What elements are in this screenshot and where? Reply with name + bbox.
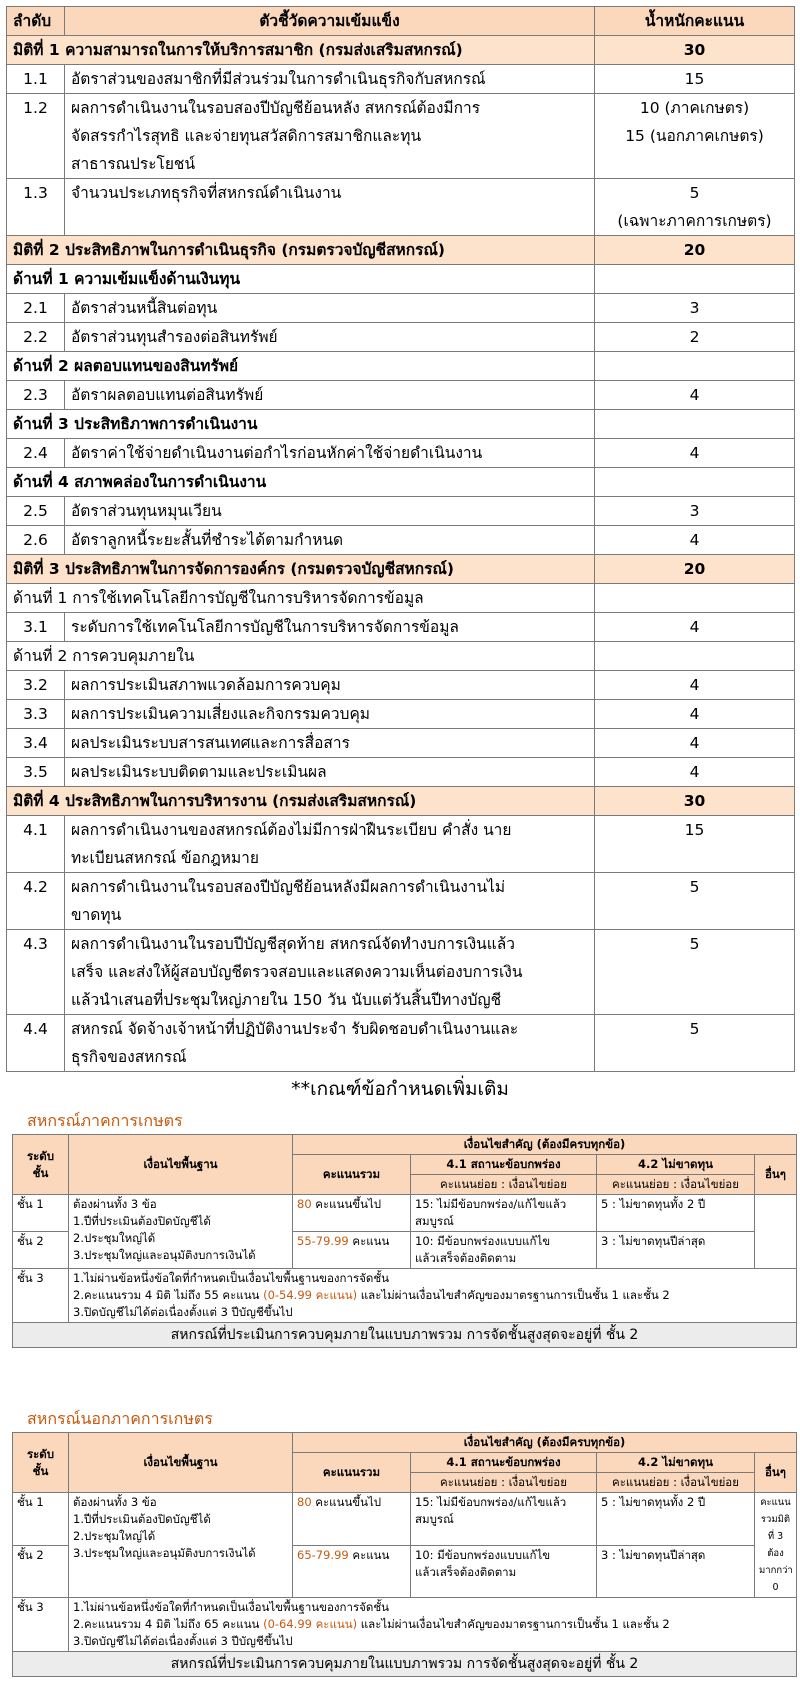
criteria-title: **เกณฑ์ข้อกำหนดเพิ่มเติม [291,1078,509,1100]
basic-condition-header: เงื่อนไขพื้นฐาน [69,1433,293,1493]
defect-status-header: 4.1 สถานะข้อบกพร่อง [411,1453,597,1473]
condition-text: และไม่ผ่านเงื่อนไขสำคัญของมาตรฐานการเป็นชั้น 1 และชั้น 2 [360,1617,670,1631]
row-weight: 5 [595,930,795,1015]
row-weight: 4 [595,381,795,410]
criteria-footer-note: สหกรณ์ที่ประเมินการควบคุมภายในแบบภาพรวม การจัดชั้นสูงสุดจะอยู่ที่ ชั้น 2 [13,1652,797,1677]
total-score-cell [293,1493,411,1546]
empty-cell [595,410,795,439]
table-header-row [7,7,795,36]
total-score-cell [293,1195,411,1232]
level3-condition-line: 1.ไม่ผ่านข้อหนึ่งข้อใดที่กำหนดเป็นเงื่อนไขพื้นฐานของการจัดชั้น [73,1600,389,1614]
level-header-line: ชั้น [32,1463,49,1478]
indicator-header: ตัวชี้วัดความเข้มแข็ง [65,7,595,36]
table-row [7,873,795,930]
row-weight: 5 [595,873,795,930]
other-note-line: รวมมิติ [760,1514,791,1525]
row-text: ระดับการใช้เทคโนโลยีการบัญชีในการบริหารจัดการข้อมูล [65,613,595,642]
basic-condition-line: 3.ประชุมใหญ่และอนุมัติงบการเงินได้ [73,1546,256,1560]
no-loss-cell: 5 : ไม่ขาดทุนทั้ง 2 ปี [597,1493,755,1546]
row-weight: 4 [595,729,795,758]
table-row [7,816,795,873]
order-header: ลำดับ [7,7,65,36]
row-number: 1.3 [7,179,65,236]
table-row [7,930,795,1015]
criteria-header-row [13,1433,797,1453]
condition-range: (0-64.99 คะแนน) [263,1617,358,1631]
row-text-line: ผลการดำเนินงานของสหกรณ์ต้องไม่มีการฝ่าฝืนระเบียบ คำสั่ง นาย [71,821,512,839]
defect-line: 15: ไม่มีข้อบกพร่อง/แก้ไขแล้ว [415,1495,567,1509]
row-text-line: สาธารณประโยชน์ [71,155,196,173]
aspect-row [7,584,795,613]
row-number: 1.2 [7,94,65,179]
row-number: 2.3 [7,381,65,410]
table-row [7,700,795,729]
level-cell: ชั้น 1 [13,1493,69,1546]
criteria-row [13,1598,797,1652]
nonagri-coop-title: สหกรณ์นอกภาคการเกษตร [27,1409,213,1428]
criteria-header-row [13,1135,797,1155]
defect-cell [411,1545,597,1598]
row-text: จำนวนประเภทธุรกิจที่สหกรณ์ดำเนินงาน [65,179,595,236]
row-weight: 3 [595,497,795,526]
dimension-row [7,555,795,584]
defect-line: แล้วเสร็จต้องติดตาม [415,1251,517,1265]
row-number: 1.1 [7,65,65,94]
aspect-title: ด้านที่ 2 การควบคุมภายใน [7,642,595,671]
row-weight-line: 5 [689,184,700,202]
other-note-line: คะแนน [760,1497,791,1508]
no-loss-header: 4.2 ไม่ขาดทุน [597,1453,755,1473]
score-value: 80 [297,1495,312,1509]
no-loss-cell: 3 : ไม่ขาดทุนปีล่าสุด [597,1232,755,1269]
row-number: 2.1 [7,294,65,323]
defect-cell [411,1195,597,1232]
row-weight: 4 [595,700,795,729]
condition-text: และไม่ผ่านเงื่อนไขสำคัญของมาตรฐานการเป็นชั้น 1 และชั้น 2 [360,1288,670,1302]
subscore-header: คะแนนย่อย : เงื่อนไขย่อย [597,1473,755,1493]
agri-criteria-table [12,1134,797,1348]
other-header: อื่นๆ [755,1155,797,1195]
table-row [7,758,795,787]
other-header: อื่นๆ [755,1453,797,1493]
row-text: อัตราส่วนทุนสำรองต่อสินทรัพย์ [65,323,595,352]
table-row [7,1015,795,1072]
table-row [7,65,795,94]
row-text-line: ผลการดำเนินงานในรอบปีบัญชีสุดท้าย สหกรณ์จัดทำงบการเงินแล้ว [71,935,515,953]
row-text: อัตราส่วนหนี้สินต่อทุน [65,294,595,323]
level3-condition-cell [69,1598,797,1652]
row-text: ผลการประเมินสภาพแวดล้อมการควบคุม [65,671,595,700]
total-score-cell [293,1545,411,1598]
table-row [7,439,795,468]
dimension-title: มิติที่ 2 ประสิทธิภาพในการดำเนินธุรกิจ (กรมตรวจบัญชีสหกรณ์) [7,236,595,265]
level3-condition-line [73,1616,792,1633]
defect-status-header: 4.1 สถานะข้อบกพร่อง [411,1155,597,1175]
condition-range: (0-54.99 คะแนน) [263,1288,358,1302]
table-row [7,729,795,758]
row-number: 2.4 [7,439,65,468]
row-text-line: ขาดทุน [71,906,122,924]
row-number: 2.2 [7,323,65,352]
dimension-weight: 20 [595,236,795,265]
key-condition-header: เงื่อนไขสำคัญ (ต้องมีครบทุกข้อ) [293,1433,797,1453]
level3-condition-line: 3.ปิดบัญชีไม่ได้ต่อเนื่องตั้งแต่ 3 ปีบัญชีขึ้นไป [73,1634,293,1648]
criteria-footer-row [13,1323,797,1348]
row-number: 3.3 [7,700,65,729]
aspect-title: ด้านที่ 1 การใช้เทคโนโลยีการบัญชีในการบริหารจัดการข้อมูล [7,584,595,613]
level3-condition-line: 1.ไม่ผ่านข้อหนึ่งข้อใดที่กำหนดเป็นเงื่อนไขพื้นฐานของการจัดชั้น [73,1271,389,1285]
aspect-title: ด้านที่ 2 ผลตอบแทนของสินทรัพย์ [7,352,595,381]
score-text: คะแนน [352,1234,390,1248]
row-weight: 4 [595,526,795,555]
defect-line: 15: ไม่มีข้อบกพร่อง/แก้ไขแล้ว [415,1197,567,1211]
dimension-row [7,787,795,816]
row-number: 4.4 [7,1015,65,1072]
table-row [7,179,795,236]
other-note-line: 0 [772,1582,779,1593]
dimension-weight: 20 [595,555,795,584]
row-text: อัตราค่าใช้จ่ายดำเนินงานต่อกำไรก่อนหักค่าใช้จ่ายดำเนินงาน [65,439,595,468]
table-row [7,381,795,410]
strength-indicator-table [6,6,795,1072]
score-value: 65-79.99 [297,1547,349,1562]
row-number: 4.1 [7,816,65,873]
level-cell: ชั้น 2 [13,1545,69,1598]
level-header [13,1135,69,1195]
defect-line: 10: มีข้อบกพร่องแบบแก้ไข [415,1547,551,1562]
dimension-row [7,236,795,265]
total-score-cell [293,1232,411,1269]
table-row [7,323,795,352]
row-number: 2.5 [7,497,65,526]
row-weight-line: 15 (นอกภาคเกษตร) [625,127,764,145]
table-row [7,94,795,179]
row-number: 2.6 [7,526,65,555]
row-text-line: สหกรณ์ จัดจ้างเจ้าหน้าที่ปฏิบัติงานประจำ รับผิดชอบดำเนินงานและ [71,1020,519,1038]
basic-condition-line: 1.ปีที่ประเมินต้องปิดบัญชีได้ [73,1214,211,1228]
row-text: อัตราลูกหนี้ระยะสั้นที่ชำระได้ตามกำหนด [65,526,595,555]
aspect-title: ด้านที่ 4 สภาพคล่องในการดำเนินงาน [7,468,595,497]
other-cell [755,1493,797,1598]
subscore-header: คะแนนย่อย : เงื่อนไขย่อย [411,1473,597,1493]
criteria-footer-note: สหกรณ์ที่ประเมินการควบคุมภายในแบบภาพรวม การจัดชั้นสูงสุดจะอยู่ที่ ชั้น 2 [13,1323,797,1348]
row-text: อัตราส่วนของสมาชิกที่มีส่วนร่วมในการดำเนินธุรกิจกับสหกรณ์ [65,65,595,94]
row-number: 3.1 [7,613,65,642]
basic-condition-cell [69,1195,293,1269]
level-cell: ชั้น 1 [13,1195,69,1232]
row-text: ผลประเมินระบบสารสนเทศและการสื่อสาร [65,729,595,758]
score-text: คะแนนขึ้นไป [315,1197,382,1211]
level-cell: ชั้น 2 [13,1232,69,1269]
row-weight [595,94,795,179]
defect-cell [411,1493,597,1546]
row-number: 4.3 [7,930,65,1015]
condition-text: 2.คะแนนรวม 4 มิติ ไม่ถึง 55 คะแนน [73,1288,260,1302]
row-text-line: แล้วนำเสนอที่ประชุมใหญ่ภายใน 150 วัน นับแต่วันสิ้นปีทางบัญชี [71,991,502,1009]
defect-line: สมบูรณ์ [415,1512,454,1526]
defect-line: สมบูรณ์ [415,1214,454,1228]
level-cell: ชั้น 3 [13,1269,69,1323]
score-text: คะแนน [352,1547,390,1562]
level-header-line: ระดับ [26,1446,55,1461]
other-note-line: ต้อง [767,1548,784,1559]
level-header-line: ระดับ [26,1148,55,1163]
no-loss-header: 4.2 ไม่ขาดทุน [597,1155,755,1175]
dimension-weight: 30 [595,36,795,65]
aspect-row [7,410,795,439]
score-text: คะแนนขึ้นไป [315,1495,382,1509]
row-number: 3.5 [7,758,65,787]
dimension-row [7,36,795,65]
dimension-title: มิติที่ 3 ประสิทธิภาพในการจัดการองค์กร (กรมตรวจบัญชีสหกรณ์) [7,555,595,584]
subscore-header: คะแนนย่อย : เงื่อนไขย่อย [597,1175,755,1195]
row-weight: 2 [595,323,795,352]
aspect-row [7,352,795,381]
row-number: 3.4 [7,729,65,758]
row-text [65,873,595,930]
aspect-row [7,265,795,294]
row-text: ผลประเมินระบบติดตามและประเมินผล [65,758,595,787]
row-text-line: เสร็จ และส่งให้ผู้สอบบัญชีตรวจสอบและแสดงความเห็นต่องบการเงิน [71,963,523,981]
row-weight: 15 [595,65,795,94]
criteria-row [13,1195,797,1232]
row-weight [595,179,795,236]
defect-line: 10: มีข้อบกพร่องแบบแก้ไข [415,1234,551,1248]
row-text [65,930,595,1015]
dimension-title: มิติที่ 4 ประสิทธิภาพในการบริหารงาน (กรมส่งเสริมสหกรณ์) [7,787,595,816]
basic-condition-cell [69,1493,293,1598]
basic-condition-line: 2.ประชุมใหญ่ได้ [73,1231,156,1245]
criteria-row [13,1493,797,1546]
table-row [7,294,795,323]
row-number: 3.2 [7,671,65,700]
row-text [65,816,595,873]
row-weight: 4 [595,671,795,700]
no-loss-cell: 5 : ไม่ขาดทุนทั้ง 2 ปี [597,1195,755,1232]
total-score-header: คะแนนรวม [293,1155,411,1195]
criteria-row [13,1269,797,1323]
score-value: 80 [297,1197,312,1211]
row-number: 4.2 [7,873,65,930]
score-value: 55-79.99 [297,1234,349,1248]
aspect-row [7,468,795,497]
other-note-line: มากกว่า [759,1565,793,1576]
row-text-line: ผลการดำเนินงานในรอบสองปีบัญชีย้อนหลังมีผลการดำเนินงานไม่ [71,878,506,896]
aspect-row [7,642,795,671]
level-cell: ชั้น 3 [13,1598,69,1652]
total-score-header: คะแนนรวม [293,1453,411,1493]
other-note-line: ที่ 3 [767,1531,784,1542]
row-weight-line: (เฉพาะภาคการเกษตร) [617,212,772,230]
agri-coop-title: สหกรณ์ภาคการเกษตร [27,1111,183,1130]
key-condition-header: เงื่อนไขสำคัญ (ต้องมีครบทุกข้อ) [293,1135,797,1155]
row-text [65,94,595,179]
row-weight: 15 [595,816,795,873]
basic-condition-line: 1.ปีที่ประเมินต้องปิดบัญชีได้ [73,1512,211,1526]
empty-cell [595,468,795,497]
basic-condition-line: 3.ประชุมใหญ่และอนุมัติงบการเงินได้ [73,1248,256,1262]
dimension-weight: 30 [595,787,795,816]
empty-cell [595,352,795,381]
row-text-line: ผลการดำเนินงานในรอบสองปีบัญชีย้อนหลัง สหกรณ์ต้องมีการ [71,99,481,117]
row-text: อัตราส่วนทุนหมุนเวียน [65,497,595,526]
level3-condition-line: 3.ปิดบัญชีไม่ได้ต่อเนื่องตั้งแต่ 3 ปีบัญชีขึ้นไป [73,1305,293,1319]
basic-condition-line: ต้องผ่านทั้ง 3 ข้อ [73,1495,157,1509]
empty-cell [595,265,795,294]
basic-condition-line: ต้องผ่านทั้ง 3 ข้อ [73,1197,157,1211]
subscore-header: คะแนนย่อย : เงื่อนไขย่อย [411,1175,597,1195]
other-cell [755,1195,797,1269]
table-row [7,671,795,700]
defect-line: แล้วเสร็จต้องติดตาม [415,1564,517,1579]
row-text: ผลการประเมินความเสี่ยงและกิจกรรมควบคุม [65,700,595,729]
row-weight: 4 [595,613,795,642]
criteria-footer-row [13,1652,797,1677]
row-text [65,1015,595,1072]
row-text-line: จัดสรรกำไรสุทธิ และจ่ายทุนสวัสดิการสมาชิกและทุน [71,127,422,145]
empty-cell [595,584,795,613]
defect-cell [411,1232,597,1269]
row-text-line: ทะเบียนสหกรณ์ ข้อกฎหมาย [71,849,259,867]
row-weight: 4 [595,439,795,468]
row-weight: 4 [595,758,795,787]
row-weight: 3 [595,294,795,323]
weight-header: น้ำหนักคะแนน [595,7,795,36]
table-row [7,497,795,526]
basic-condition-line: 2.ประชุมใหญ่ได้ [73,1529,156,1543]
row-weight-line: 10 (ภาคเกษตร) [639,99,750,117]
row-weight: 5 [595,1015,795,1072]
nonagri-criteria-table [12,1432,797,1677]
basic-condition-header: เงื่อนไขพื้นฐาน [69,1135,293,1195]
level-header [13,1433,69,1493]
level3-condition-line [73,1287,792,1304]
empty-cell [595,642,795,671]
dimension-title: มิติที่ 1 ความสามารถในการให้บริการสมาชิก (กรมส่งเสริมสหกรณ์) [7,36,595,65]
table-row [7,526,795,555]
level-header-line: ชั้น [32,1165,49,1180]
row-text: อัตราผลตอบแทนต่อสินทรัพย์ [65,381,595,410]
no-loss-cell: 3 : ไม่ขาดทุนปีล่าสุด [597,1545,755,1598]
aspect-title: ด้านที่ 3 ประสิทธิภาพการดำเนินงาน [7,410,595,439]
level3-condition-cell [69,1269,797,1323]
aspect-title: ด้านที่ 1 ความเข้มแข็งด้านเงินทุน [7,265,595,294]
condition-text: 2.คะแนนรวม 4 มิติ ไม่ถึง 65 คะแนน [73,1617,260,1631]
table-row [7,613,795,642]
row-text-line: ธุรกิจของสหกรณ์ [71,1048,187,1066]
